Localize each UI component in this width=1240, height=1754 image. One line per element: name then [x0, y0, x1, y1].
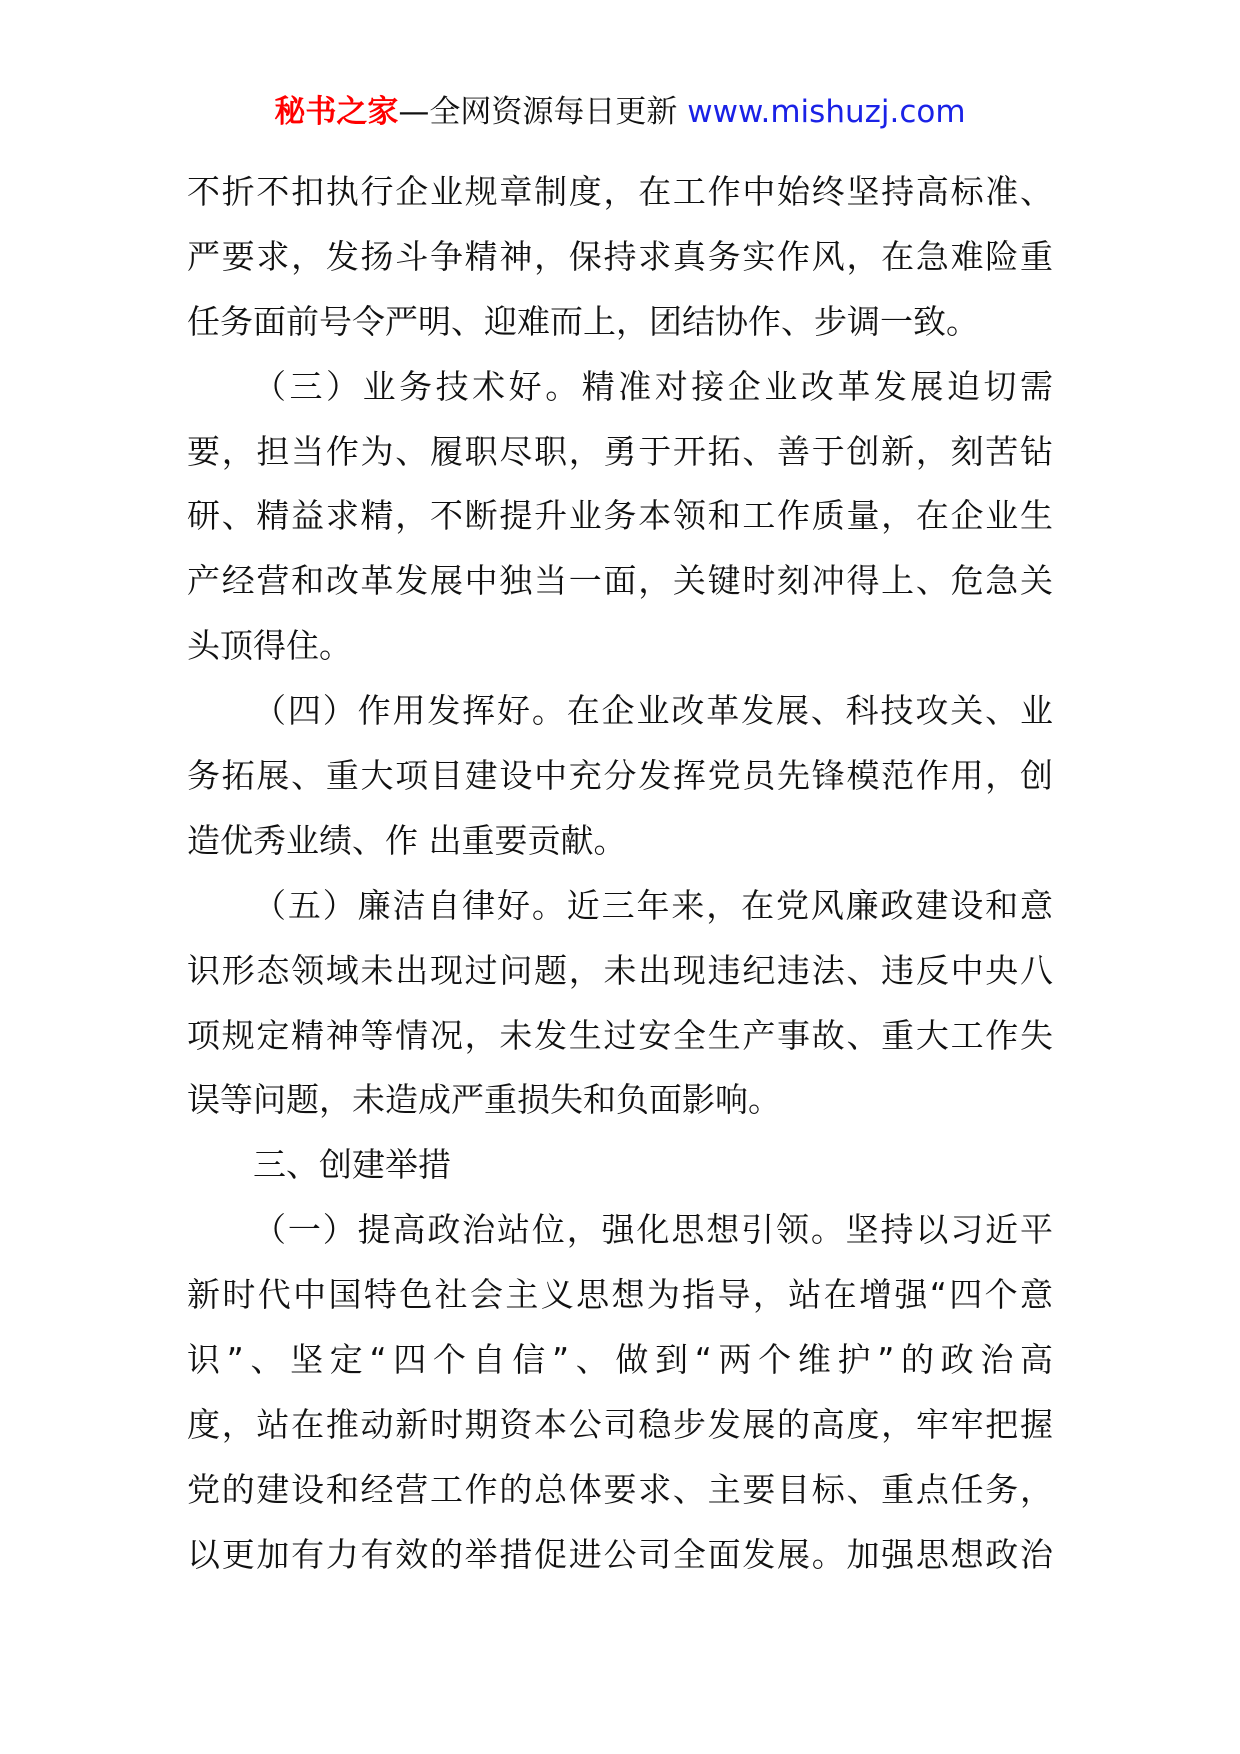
section-heading-1: （一）提高政治站位，强化思想引领。坚持以习近平	[253, 1210, 1053, 1250]
site-tagline: —全网资源每日更新	[398, 94, 688, 130]
text-line: 识”、坚定“四个自信”、做到“两个维护”的政治高	[187, 1340, 1053, 1380]
site-url-link[interactable]: www.mishuzj.com	[687, 94, 966, 130]
section-heading-5: （五）廉洁自律好。近三年来，在党风廉政建设和意	[253, 885, 1053, 925]
site-header	[0, 92, 1240, 132]
text-line: 务拓展、重大项目建设中充分发挥党员先锋模范作用，创	[187, 756, 1053, 796]
text-line: 研、精益求精，不断提升业务本领和工作质量，在企业生	[187, 496, 1053, 536]
document-body	[187, 160, 1053, 1588]
text-line: 任务面前号令严明、迎难而上，团结协作、步调一致。	[187, 301, 979, 341]
text-line: 党的建设和经营工作的总体要求、主要目标、重点任务，	[187, 1469, 1053, 1509]
text-line: 产经营和改革发展中独当一面，关键时刻冲得上、危急关	[187, 561, 1053, 601]
text-line: 新时代中国特色社会主义思想为指导，站在增强“四个意	[187, 1275, 1053, 1315]
section-heading-3: （三）业务技术好。精准对接企业改革发展迫切需	[253, 366, 1053, 406]
text-line: 严要求，发扬斗争精神，保持求真务实作风，在急难险重	[187, 236, 1053, 276]
text-line: 造优秀业绩、作 出重要贡献。	[187, 820, 627, 860]
text-line: 度，站在推动新时期资本公司稳步发展的高度，牢牢把握	[187, 1404, 1053, 1444]
text-line: 识形态领域未出现过问题，未出现违纪违法、违反中央八	[187, 950, 1053, 990]
site-brand: 秘书之家	[274, 94, 399, 130]
section-heading-4: （四）作用发挥好。在企业改革发展、科技攻关、业	[253, 691, 1053, 731]
text-line: 不折不扣执行企业规章制度，在工作中始终坚持高标准、	[187, 172, 1053, 211]
text-line: 误等问题，未造成严重损失和负面影响。	[187, 1080, 781, 1120]
text-line: 以更加有力有效的举措促进公司全面发展。加强思想政治	[187, 1534, 1053, 1574]
text-line: 要，担当作为、履职尽职，勇于开拓、善于创新，刻苦钻	[187, 431, 1053, 471]
chapter-heading: 三、创建举措	[253, 1145, 451, 1185]
text-line: 头顶得住。	[187, 626, 352, 666]
text-line: 项规定精神等情况，未发生过安全生产事故、重大工作失	[187, 1015, 1053, 1055]
